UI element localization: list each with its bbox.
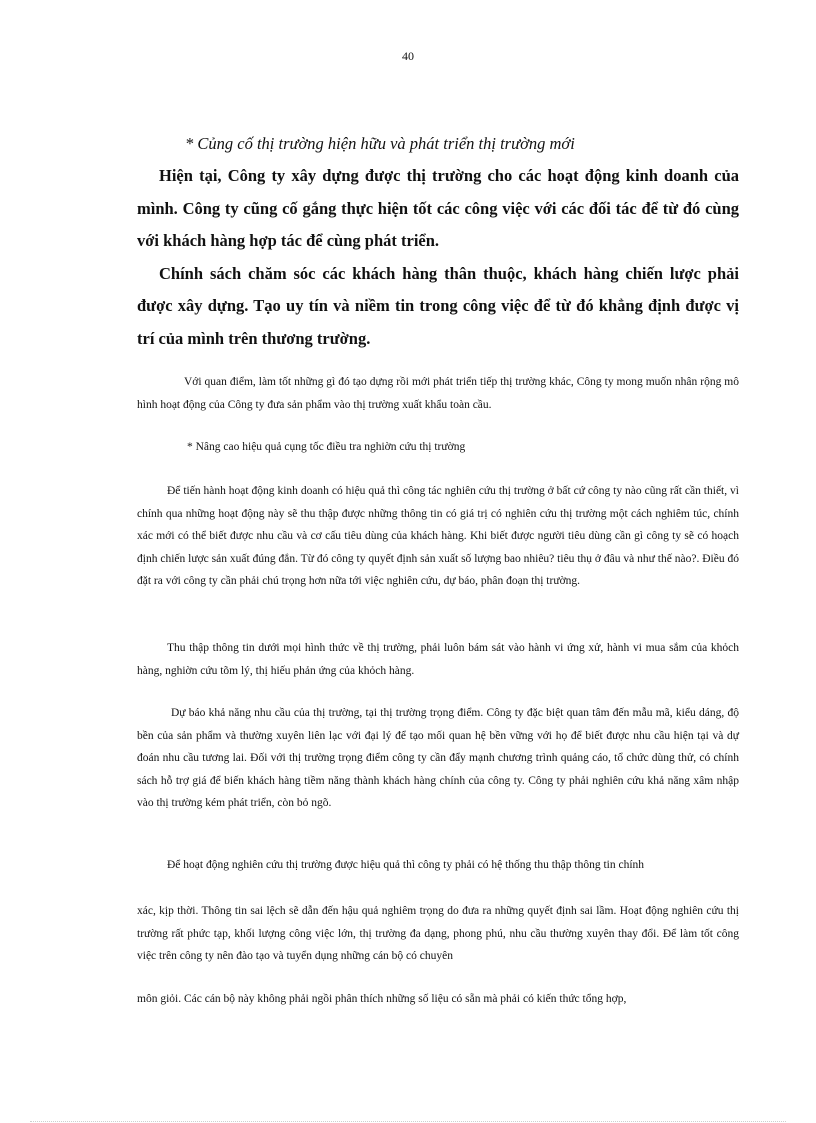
paragraph-5: Thu thập thông tin dưới mọi hình thức về thị trường, phải luôn bám sát vào hành vi ứng xử, hành vi mua sắm của khỏch hàng, nghiờn cứu tõm lý, thị hiếu phản ứng của khỏch hàng. bbox=[137, 642, 739, 677]
subheading-research: * Nâng cao hiệu quả cụng tốc điều tra nghiờn cứu thị trường bbox=[187, 441, 466, 453]
paragraph-6: Dự báo khả năng nhu cầu của thị trường, tại thị trường trọng điểm. Công ty đặc biệt quan tâm đến mẫu mã, kiểu dáng, độ bền của sản phẩm và thường xuyên liên lạc với đại lý để tạo mối quan hệ bền vững với họ để biết được nhu cầu hiện tại và dự đoán nhu cầu tương lai. Đối với thị trường trọng điểm công ty cần đẩy mạnh chương trình quảng cáo, tổ chức dùng thử, có chính sách hỗ trợ giá để biến khách hàng tiềm năng thành khách hàng chính của công ty. Công ty phải nghiên cứu khả năng xâm nhập vào thị trường kém phát triển, còn bỏ ngõ. bbox=[137, 707, 739, 809]
paragraph-1: Hiện tại, Công ty xây dựng được thị trường cho các hoạt động kinh doanh của mình. Công ty cũng cố gắng thực hiện tốt các công việc với các đối tác để từ đó cùng với khách hàng hợp tác để cùng phát triển. bbox=[137, 166, 739, 250]
paragraph-7-body: xác, kịp thời. Thông tin sai lệch sẽ dẫn đến hậu quả nghiêm trọng do đưa ra những quyết định sai lầm. Hoạt động nghiên cứu thị trường rất phức tạp, khối lượng công việc lớn, thị trường đa dạng, phong phú, nhu cầu thường xuyên thay đổi. Để làm tốt công việc trên công ty nên đào tạo và tuyển dụng những cán bộ có chuyên bbox=[137, 905, 739, 962]
paragraph-2: Chính sách chăm sóc các khách hàng thân thuộc, khách hàng chiến lược phải được xây dựng. Tạo uy tín và niềm tin trong công việc để từ đó khẳng định được vị trí của mình trên thương trường. bbox=[137, 263, 739, 348]
paragraph-3: Với quan điểm, làm tốt những gì đó tạo dựng rồi mới phát triển tiếp thị trường khác, Công ty mong muốn nhân rộng mô hình hoạt động của Công ty đưa sản phẩm vào thị trường xuất khẩu toàn cầu. bbox=[137, 376, 739, 411]
page-bottom-divider bbox=[30, 1121, 786, 1122]
page-number: 40 bbox=[402, 49, 414, 63]
paragraph-4: Để tiến hành hoạt động kinh doanh có hiệu quả thì công tác nghiên cứu thị trường ở bất cứ công ty nào cũng rất cần thiết, vì chính qua những hoạt động này sẽ thu thập được những thông tin có giá trị có nghiên cứu thị trường một cách nghiêm túc, chính xác mới có thể biết được nhu cầu và cơ cấu tiêu dùng của khách hàng. Khi biết được người tiêu dùng cần gì công ty sẽ có hoạch định chiến lược sản xuất đúng đắn. Từ đó công ty quyết định sản xuất số lượng bao nhiêu? tiêu thụ ở đâu và như thế nào?. Điều đó đặt ra với công ty cần phải chú trọng hơn nữa tới việc nghiên cứu, dự báo, phân đoạn thị trường. bbox=[137, 485, 739, 587]
section-heading: * Củng cố thị trường hiện hữu và phát triển thị trường mới bbox=[185, 134, 575, 153]
paragraph-current-market bbox=[137, 160, 739, 355]
paragraph-7-first-line: Để hoạt động nghiên cứu thị trường được hiệu quả thì công ty phải có hệ thống thu thập thông tin chính bbox=[167, 859, 645, 871]
paragraph-7-last-line: môn giỏi. Các cán bộ này không phải ngồi phân thích những số liệu có sẵn mà phải có kiến thức tổng hợp, bbox=[137, 993, 627, 1005]
